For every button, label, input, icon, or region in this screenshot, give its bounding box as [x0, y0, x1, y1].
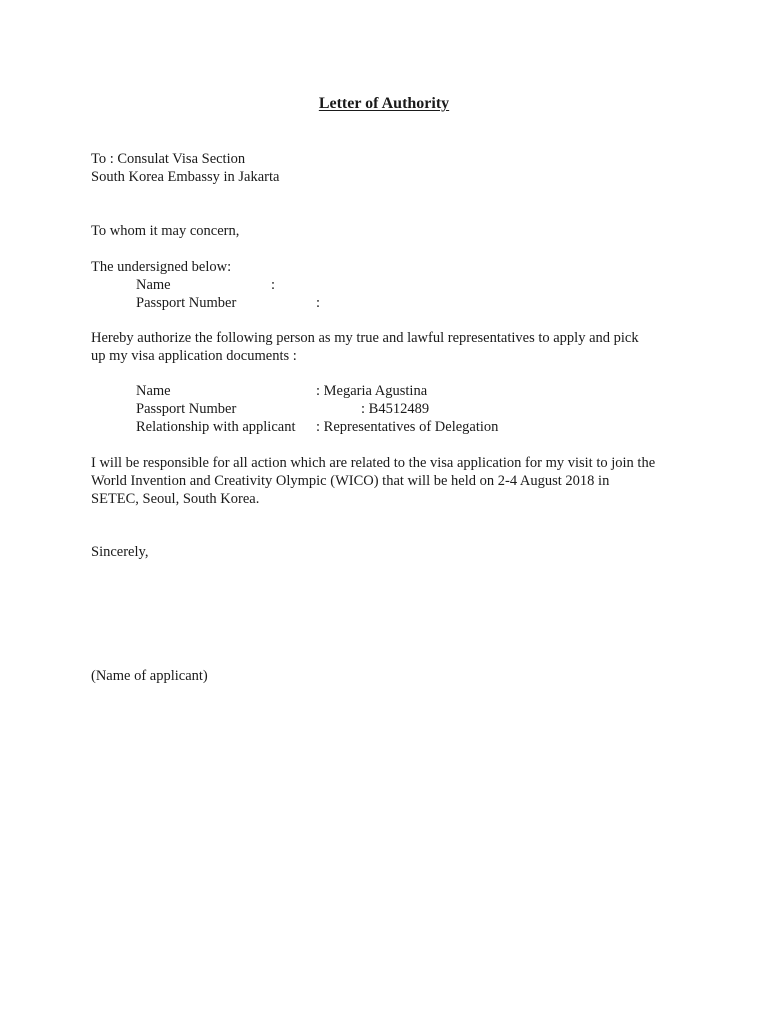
representative-relationship-value: : Representatives of Delegation [316, 419, 499, 435]
undersigned-passport-label: Passport Number [136, 295, 237, 311]
authorization-line-2: up my visa application documents : [91, 348, 297, 364]
signature-name: (Name of applicant) [91, 668, 208, 684]
undersigned-name-label: Name [136, 277, 171, 293]
authorization-line-1: Hereby authorize the following person as my true and lawful representatives to apply and pick [91, 330, 639, 346]
undersigned-name-value: : [271, 277, 276, 293]
representative-name-label: Name [136, 383, 171, 399]
recipient-line-2: South Korea Embassy in Jakarta [91, 169, 280, 185]
responsibility-line-1: I will be responsible for all action which are related to the visa application for my visit to join the [91, 455, 656, 471]
letter-title: Letter of Authority [318, 95, 450, 112]
closing: Sincerely, [91, 544, 149, 560]
responsibility-line-2: World Invention and Creativity Olympic (WICO) that will be held on 2-4 August 2018 in [91, 473, 610, 489]
representative-passport-label: Passport Number [136, 401, 237, 417]
salutation: To whom it may concern, [91, 223, 240, 239]
representative-passport-value: : B4512489 [361, 401, 430, 417]
undersigned-passport-value: : [316, 295, 321, 311]
responsibility-line-3: SETEC, Seoul, South Korea. [91, 491, 260, 507]
representative-relationship-label: Relationship with applicant [136, 419, 296, 435]
recipient-line-1: To : Consulat Visa Section [91, 151, 246, 167]
representative-name-value: : Megaria Agustina [316, 383, 428, 399]
undersigned-intro: The undersigned below: [91, 259, 232, 275]
